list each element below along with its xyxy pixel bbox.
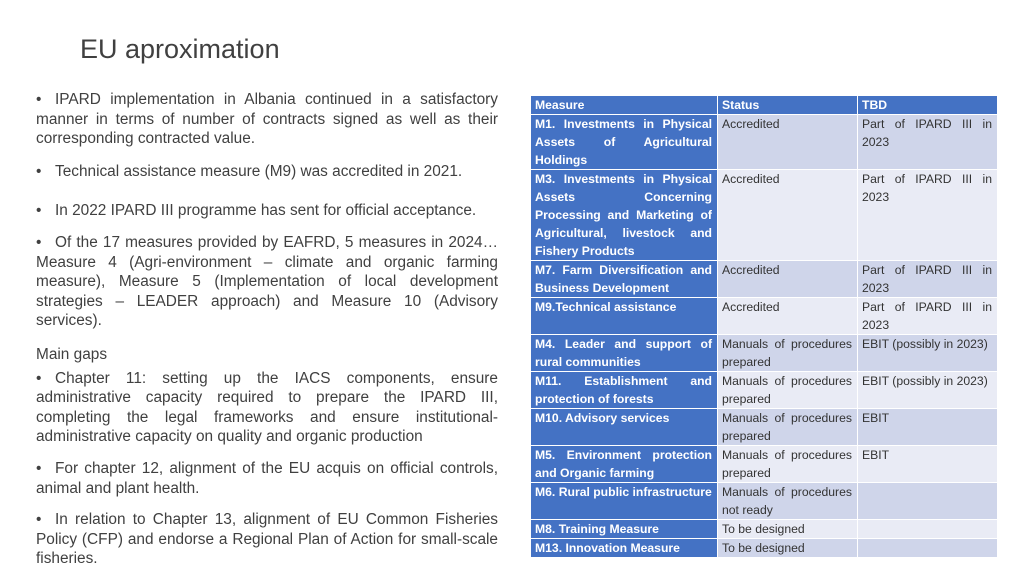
tbd-cell: EBIT (possibly in 2023) [858,335,998,372]
tbd-cell [858,539,998,558]
header-status: Status [718,96,858,115]
header-tbd: TBD [858,96,998,115]
tbd-cell: EBIT [858,409,998,446]
tbd-cell: EBIT (possibly in 2023) [858,372,998,409]
table-row [531,446,998,483]
header-measure: Measure [531,96,718,115]
measure-cell: M8. Training Measure [531,520,718,539]
table-header-row [531,96,998,115]
tbd-cell: Part of IPARD III in 2023 [858,261,998,298]
gap-text: In relation to Chapter 13, alignment of EU Common Fisheries Policy (CFP) and endorse a Regional Plan of Action for small-scale fisheries. [36,511,498,568]
measure-cell: M10. Advisory services [531,409,718,446]
status-cell: Accredited [718,115,858,170]
measures-table-container [530,95,997,576]
table-row [531,372,998,409]
table-row [531,298,998,335]
gap-paragraph [36,510,498,569]
table-row [531,483,998,520]
gap-paragraph [36,369,498,447]
main-gaps-heading: Main gaps [36,345,108,363]
tbd-cell: Part of IPARD III in 2023 [858,298,998,335]
tbd-cell [858,483,998,520]
bullet-paragraph [36,162,498,182]
tbd-cell: Part of IPARD III in 2023 [858,170,998,261]
slide-title: EU aproximation [80,34,280,64]
bullet-icon: • [36,369,42,387]
measure-cell: M11. Establishment and protection of forests [531,372,718,409]
left-text-column [36,90,498,581]
bullet-icon: • [36,233,42,251]
measure-cell: M3. Investments in Physical Assets Concerning Processing and Marketing of Agricultural, livestock and Fishery Products [531,170,718,261]
gap-text: Chapter 11: setting up the IACS components, ensure administrative capacity required to prepare the IPARD III, completing the legal frameworks and ensure institutional-administrative capacity on quality and organic production [36,369,498,446]
bullet-paragraph [36,201,498,221]
tbd-cell: EBIT [858,446,998,483]
table-row [531,409,998,446]
status-cell: Manuals of procedures prepared [718,409,858,446]
bullet-paragraph [36,90,498,149]
status-cell: Manuals of procedures prepared [718,335,858,372]
table-row [531,115,998,170]
table-row [531,539,998,558]
status-cell: Manuals of procedures prepared [718,446,858,483]
measure-cell: M13. Innovation Measure [531,539,718,558]
measure-cell: M5. Environment protection and Organic farming [531,446,718,483]
bullet-icon: • [36,91,42,108]
status-cell: To be designed [718,520,858,539]
measure-cell: M9.Technical assistance [531,298,718,335]
table-row [531,335,998,372]
tbd-cell: Part of IPARD III in 2023 [858,115,998,170]
bullet-text: In 2022 IPARD III programme has sent for official acceptance. [55,202,477,220]
status-cell: Accredited [718,298,858,335]
table-row [531,170,998,261]
gap-text: For chapter 12, alignment of the EU acquis on official controls, animal and plant health. [36,459,498,497]
status-cell: To be designed [718,539,858,558]
gap-paragraph [36,459,498,498]
bullet-text: Of the 17 measures provided by EAFRD, 5 measures in 2024…Measure 4 (Agri-environment – climate and organic farming measure), Measure 5 (Implementation of local development strategies – LEADER approach) and Measure 10 (Advisory services). [36,233,498,330]
status-cell: Accredited [718,170,858,261]
table-row [531,520,998,539]
measure-cell: M7. Farm Diversification and Business Development [531,261,718,298]
status-cell: Accredited [718,261,858,298]
measure-cell: M1. Investments in Physical Assets of Agricultural Holdings [531,115,718,170]
tbd-cell [858,520,998,539]
bullet-icon: • [36,459,42,477]
bullet-paragraph [36,233,498,331]
bullet-text: Technical assistance measure (M9) was accredited in 2021. [55,162,463,180]
bullet-text: IPARD implementation in Albania continued in a satisfactory manner in terms of number of contracts signed as well as their corresponding contracted value. [36,91,498,148]
measure-cell: M4. Leader and support of rural communities [531,335,718,372]
bullet-icon: • [36,511,42,529]
bullet-icon: • [36,162,42,180]
measures-table [530,95,997,558]
table-row [531,261,998,298]
status-cell: Manuals of procedures prepared [718,372,858,409]
measure-cell: M6. Rural public infrastructure [531,483,718,520]
bullet-icon: • [36,202,42,220]
status-cell: Manuals of procedures not ready [718,483,858,520]
